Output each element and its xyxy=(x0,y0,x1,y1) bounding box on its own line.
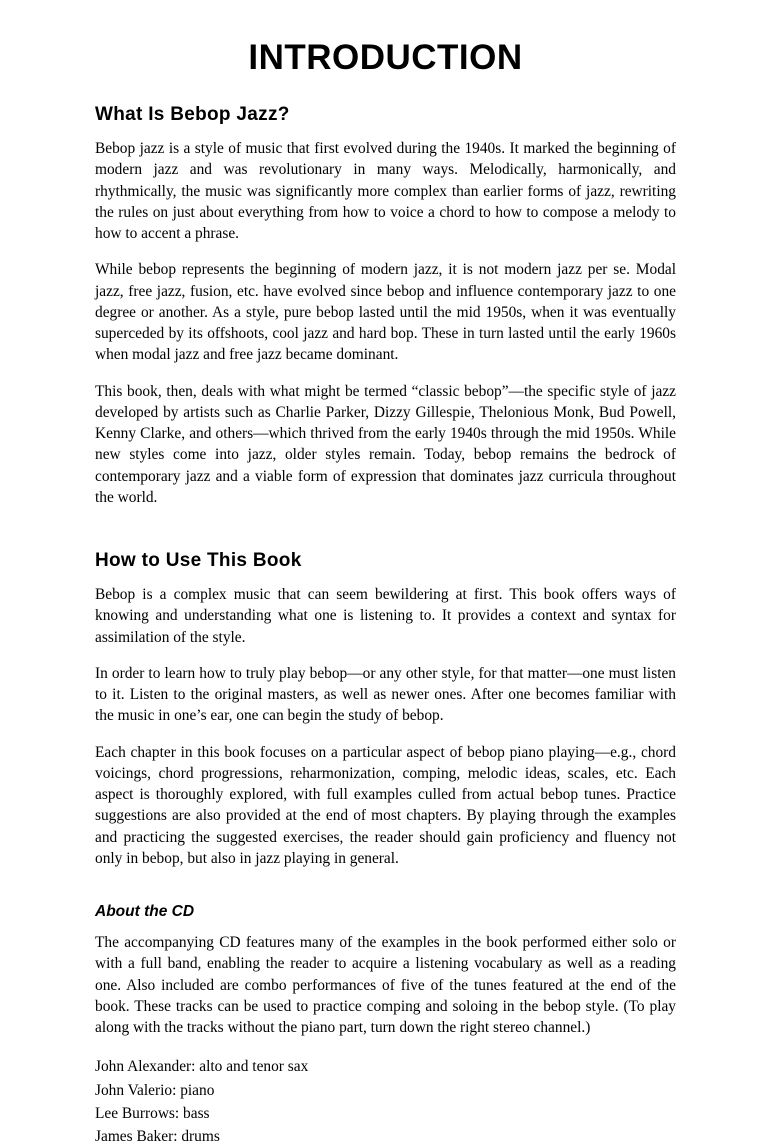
paragraph: Bebop jazz is a style of music that first evolved during the 1940s. It marked the beginning of modern jazz and was revolutionary in many ways. Melodically, harmonically, and rhythmically, the music was significantly more complex than earlier forms of jazz, rewriting the rules on just about everything from how to voice a chord to how to compose a melody to how to accent a phrase. xyxy=(95,140,676,242)
section-heading-what-is-bebop-jazz: What Is Bebop Jazz? xyxy=(95,104,290,125)
subsection-heading-about-the-cd: About the CD xyxy=(95,903,195,920)
section-how-to-use-this-book xyxy=(95,550,676,869)
subsection-about-the-cd xyxy=(95,903,676,1147)
paragraph: The accompanying CD features many of the examples in the book performed either solo or with a full band, enabling the reader to acquire a listening vocabulary as well as a reading one. Also included are combo performances of five of the tunes featured at the end of the book. These tracks can be used to practice comping and soloing in the bebop style. (To play along with the tracks without the piano part, turn down the right stereo channel.) xyxy=(95,934,676,1036)
credit-line: John Valerio: piano xyxy=(95,1081,215,1099)
section-heading-how-to-use-this-book: How to Use This Book xyxy=(95,550,302,571)
section-what-is-bebop-jazz xyxy=(95,104,676,508)
page-title: INTRODUCTION xyxy=(248,38,523,77)
credit-line: Lee Burrows: bass xyxy=(95,1104,210,1122)
credits-list xyxy=(95,1056,676,1147)
paragraph: While bebop represents the beginning of modern jazz, it is not modern jazz per se. Modal jazz, free jazz, fusion, etc. have evolved since bebop and influence contemporary jazz to one degree or another. As a style, pure bebop lasted until the mid 1950s, when it was eventually superceded by its offshoots, cool jazz and hard bop. These in turn lasted until the early 1960s when modal jazz and free jazz became dominant. xyxy=(95,261,676,364)
paragraph: This book, then, deals with what might be termed “classic bebop”—the specific style of jazz developed by artists such as Charlie Parker, Dizzy Gillespie, Thelonious Monk, Bud Powell, Kenny Clarke, and others—which thrived from the early 1940s through the mid 1950s. While new styles come into jazz, older styles remain. Today, bebop remains the bedrock of contemporary jazz and a viable form of expression that dominates jazz curricula throughout the world. xyxy=(95,382,676,506)
credit-line: John Alexander: alto and tenor sax xyxy=(95,1058,309,1076)
paragraph: In order to learn how to truly play bebop—or any other style, for that matter—one must listen to it. Listen to the original masters, as well as newer ones. After one becomes familiar with the music in one’s ear, one can begin the study of bebop. xyxy=(95,664,676,725)
credit-line: James Baker: drums xyxy=(95,1128,220,1145)
paragraph: Each chapter in this book focuses on a particular aspect of bebop piano playing—e.g., chord voicings, chord progressions, reharmonization, comping, melodic ideas, scales, etc. Each aspect is thoroughly explored, with full examples culled from actual bebop tunes. Practice suggestions are also provided at the end of most chapters. By playing through the examples and practicing the suggested exercises, the reader should gain proficiency and fluency not only in bebop, but also in jazz playing in general. xyxy=(95,743,676,867)
paragraph: Bebop is a complex music that can seem bewildering at first. This book offers ways of knowing and understanding what one is listening to. It provides a context and syntax for assimilation of the style. xyxy=(95,586,676,646)
